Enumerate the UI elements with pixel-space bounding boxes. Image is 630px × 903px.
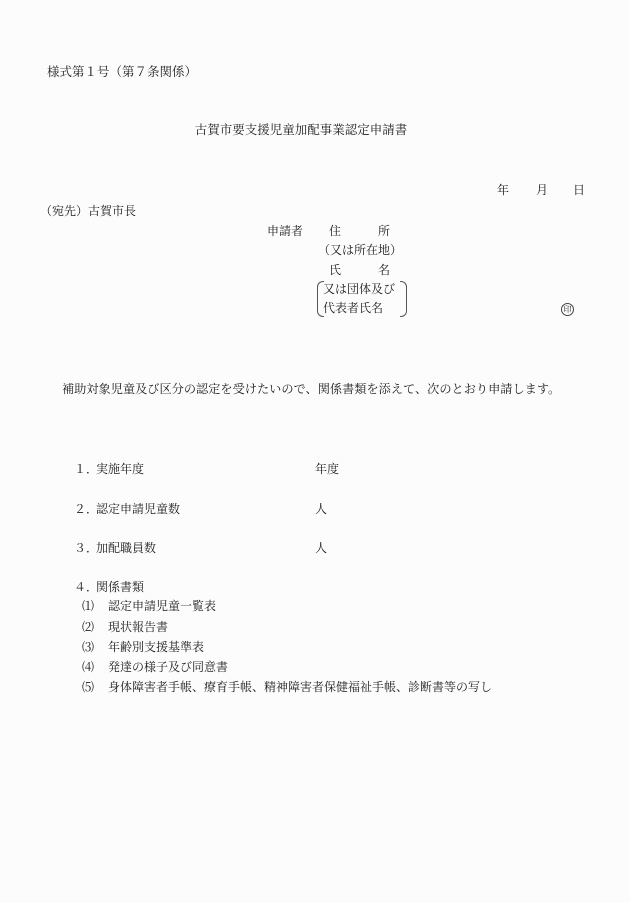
organization-label-line2: 代表者氏名 (323, 301, 384, 315)
item-label: 認定申請児童数 (96, 502, 181, 516)
sub-item-number: ⑵ (82, 620, 95, 634)
item-unit: 人 (315, 541, 328, 555)
seal-icon: 印 (561, 303, 574, 316)
date-year-label: 年 (497, 183, 510, 197)
name-label-second: 名 (378, 263, 391, 277)
date-day-label: 日 (573, 183, 586, 197)
sub-item-text: 身体障害者手帳、療育手帳、精神障害者保健福祉手帳、診断書等の写し (108, 680, 493, 694)
address-sub-label: （又は所在地） (318, 243, 403, 257)
item-label: 加配職員数 (96, 541, 157, 555)
date-month-label: 月 (536, 183, 549, 197)
document-title (0, 124, 630, 137)
applicant-label: 申請者 (267, 224, 304, 238)
right-bracket-icon (400, 281, 407, 317)
document-title-text: 古賀市要支援児童加配事業認定申請書 (194, 122, 408, 137)
item-label: 実施年度 (96, 462, 145, 476)
addressee: （宛先）古賀市長 (40, 204, 137, 218)
form-number: 様式第１号（第７条関係） (47, 64, 198, 79)
section-number: ４． (74, 580, 99, 594)
item-unit: 年度 (315, 462, 340, 476)
sub-item-text: 現状報告書 (108, 620, 169, 634)
sub-item-number: ⑸ (82, 680, 95, 694)
sub-item-text: 発達の様子及び同意書 (108, 660, 229, 674)
item-number: ２． (74, 502, 99, 516)
address-label-first: 住 (329, 224, 342, 238)
name-label-first: 氏 (329, 263, 342, 277)
sub-item-number: ⑴ (82, 599, 95, 613)
sub-item-text: 年齢別支援基準表 (108, 640, 205, 654)
item-number: ３． (74, 541, 99, 555)
item-number: １． (74, 462, 99, 476)
organization-label-line1: 又は団体及び (323, 282, 396, 296)
address-label-second: 所 (378, 224, 391, 238)
sub-item-text: 認定申請児童一覧表 (108, 599, 217, 613)
item-unit: 人 (315, 502, 328, 516)
request-statement: 補助対象児童及び区分の認定を受けたいので、関係書類を添えて、次のとおり申請します。 (62, 382, 561, 396)
sub-item-number: ⑶ (82, 640, 95, 654)
sub-item-number: ⑷ (82, 660, 95, 674)
section-label: 関係書類 (96, 580, 145, 594)
